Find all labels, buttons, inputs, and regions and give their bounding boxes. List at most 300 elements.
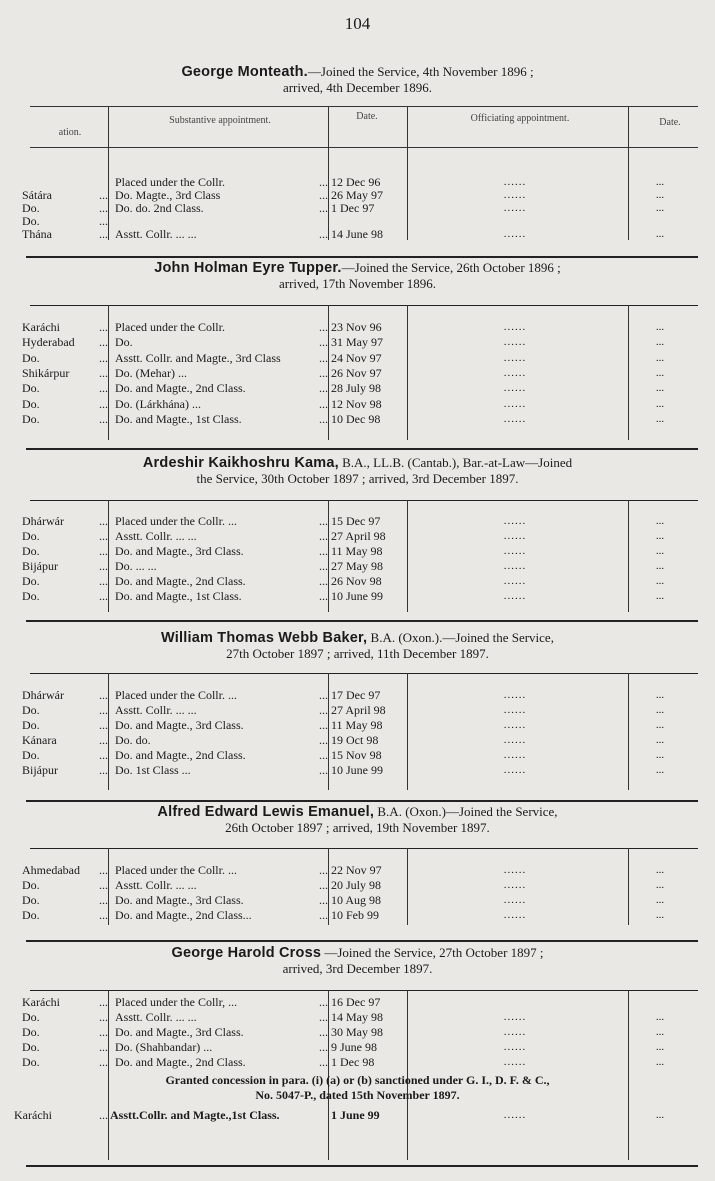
station-cell: Do. — [22, 1040, 40, 1054]
date-cell: 11 May 98 — [331, 718, 383, 732]
station-cell: Do. — [22, 574, 40, 588]
date-cell: 10 Feb 99 — [331, 908, 379, 922]
table-top-rule — [30, 500, 698, 501]
appointment-dots: ... — [319, 529, 328, 543]
appointment-dots: ... — [319, 574, 328, 588]
date2-cell: ... — [655, 202, 665, 214]
table-row — [0, 1010, 715, 1025]
station-dots: ... — [99, 1040, 108, 1054]
appointment-cell: Asstt. Collr. ... ... — [115, 227, 197, 241]
section-heading — [0, 945, 715, 976]
table-row — [0, 688, 715, 703]
appointment-cell: Do. and Magte., 1st Class. — [115, 411, 242, 426]
appointment-cell: Do. and Magte., 2nd Class. — [115, 574, 246, 588]
appointment-dots: ... — [319, 908, 328, 922]
date-cell: 10 June 99 — [331, 763, 383, 777]
date-cell: 27 April 98 — [331, 703, 386, 717]
appointment-dots: ... — [319, 893, 328, 907]
date-cell: 30 May 98 — [331, 1025, 383, 1039]
table-row — [0, 544, 715, 559]
station-cell: Karáchi — [14, 1108, 52, 1122]
date-cell: 20 July 98 — [331, 878, 382, 892]
heading-line-1 — [0, 64, 715, 80]
appointment-dots: ... — [319, 201, 328, 215]
officiating-cell: ...... — [503, 515, 527, 527]
appointment-cell: Do. and Magte., 3rd Class. — [115, 718, 244, 732]
date2-cell: ... — [655, 689, 665, 701]
appointment-cell: Asstt. Collr. ... ... — [115, 529, 197, 543]
date-cell: 28 July 98 — [331, 381, 382, 396]
station-dots: ... — [99, 514, 108, 528]
station-dots: ... — [99, 1108, 108, 1122]
date-cell: 10 Aug 98 — [331, 893, 382, 907]
appointment-cell: Asstt. Collr. and Magte., 3rd Class — [115, 350, 281, 365]
date-cell: 22 Nov 97 — [331, 863, 382, 877]
station-cell: Bijápur — [22, 559, 58, 573]
date2-cell: ... — [655, 1109, 665, 1121]
appointment-dots: ... — [319, 688, 328, 702]
date-cell: 14 May 98 — [331, 1010, 383, 1024]
appointment-cell: Do. do. — [115, 733, 151, 747]
col-header-station: ation. — [58, 127, 82, 138]
station-cell: Do. — [22, 1025, 40, 1039]
appointment-cell: Do. Magte., 3rd Class — [115, 188, 221, 202]
station-dots: ... — [99, 878, 108, 892]
station-dots: ... — [99, 381, 108, 396]
heading-line-1 — [0, 945, 715, 961]
station-dots: ... — [99, 589, 108, 603]
appointment-dots: ... — [319, 381, 328, 396]
station-cell: Shikárpur — [22, 365, 70, 380]
heading-text: B.A., LL.B. (Cantab.), Bar.-at-Law—Joined — [338, 455, 573, 470]
appointment-dots: ... — [319, 589, 328, 603]
date2-cell: ... — [655, 1056, 665, 1068]
date2-cell: ... — [655, 228, 665, 240]
appointment-dots: ... — [319, 1040, 328, 1054]
date2-cell: ... — [655, 719, 665, 731]
appointment-dots: ... — [319, 1055, 328, 1069]
heading-text: —Joined the Service, 4th November 1896 ; — [307, 64, 534, 79]
station-dots: ... — [99, 365, 108, 380]
table-row — [0, 381, 715, 396]
date2-cell: ... — [655, 397, 665, 410]
officiating-cell: ...... — [503, 734, 527, 746]
table-row — [0, 1040, 715, 1055]
section-heading — [0, 804, 715, 835]
date2-cell: ... — [655, 1041, 665, 1053]
heading-line-2: the Service, 30th October 1897 ; arrived, 3rd December 1897. — [196, 471, 519, 486]
officiating-cell: ...... — [503, 351, 527, 364]
appointment-dots: ... — [319, 718, 328, 732]
heading-line-1 — [0, 455, 715, 471]
station-dots: ... — [99, 350, 108, 365]
date-cell: 1 Dec 98 — [331, 1055, 375, 1069]
station-dots: ... — [99, 201, 108, 215]
officiating-cell: ...... — [503, 764, 527, 776]
table-top-rule — [30, 305, 698, 306]
appointment-cell: Placed under the Collr. — [115, 320, 225, 334]
station-cell: Do. — [22, 748, 40, 762]
station-cell: Kánara — [22, 733, 57, 747]
heading-line-1 — [0, 260, 715, 276]
station-cell: Do. — [22, 411, 40, 426]
table-top-rule — [30, 990, 698, 991]
date2-cell: ... — [655, 1011, 665, 1023]
col-header-officiating: Officiating appointment. — [470, 113, 570, 124]
table-top-rule — [30, 848, 698, 849]
station-cell: Do. — [22, 589, 40, 603]
section-heading — [0, 455, 715, 486]
table-row — [0, 412, 715, 427]
officiating-cell: ...... — [503, 1026, 527, 1038]
officiating-cell: ...... — [503, 864, 527, 876]
officer-name: George Harold Cross — [171, 945, 322, 961]
date-cell: 12 Nov 98 — [331, 396, 382, 411]
table-row — [0, 703, 715, 718]
section-bottom-rule — [26, 620, 698, 622]
appointment-dots: ... — [319, 703, 328, 717]
appointment-cell: Do. (Lárkhána) ... — [115, 396, 201, 411]
appointment-cell: Do. and Magte., 3rd Class. — [115, 893, 244, 907]
appointment-dots: ... — [319, 350, 328, 365]
heading-line-1 — [0, 630, 715, 646]
date2-cell: ... — [655, 412, 665, 425]
heading-text: —Joined the Service, 27th October 1897 ; — [321, 945, 544, 960]
station-dots: ... — [99, 544, 108, 558]
heading-line-2: arrived, 4th December 1896. — [282, 80, 433, 95]
officer-name: Alfred Edward Lewis Emanuel, — [157, 804, 375, 820]
appointment-dots: ... — [319, 763, 328, 777]
date2-cell: ... — [655, 189, 665, 201]
date2-cell: ... — [655, 909, 665, 921]
date-cell: 17 Dec 97 — [331, 688, 381, 702]
table-row — [0, 514, 715, 529]
station-cell: Do. — [22, 544, 40, 558]
station-cell: Dhárwár — [22, 688, 64, 702]
table-row — [0, 1055, 715, 1070]
table-row — [0, 1025, 715, 1040]
officiating-cell: ...... — [503, 176, 527, 188]
section-bottom-rule — [26, 1165, 698, 1167]
station-dots: ... — [99, 703, 108, 717]
table-row — [0, 733, 715, 748]
officiating-cell: ...... — [503, 1041, 527, 1053]
station-dots: ... — [99, 574, 108, 588]
table-row — [0, 589, 715, 604]
section-heading — [0, 64, 715, 95]
appointment-dots: ... — [319, 411, 328, 426]
station-dots: ... — [99, 748, 108, 762]
date2-cell: ... — [655, 749, 665, 761]
table-row — [0, 748, 715, 763]
officiating-cell: ...... — [503, 530, 527, 542]
appointment-dots: ... — [319, 559, 328, 573]
station-dots: ... — [99, 320, 108, 334]
station-dots: ... — [99, 188, 108, 202]
station-dots: ... — [99, 1010, 108, 1024]
station-dots: ... — [99, 335, 108, 350]
date-cell: 14 June 98 — [331, 227, 383, 241]
appointment-dots: ... — [319, 396, 328, 411]
appointment-dots: ... — [319, 365, 328, 380]
table-row — [0, 908, 715, 923]
table-row — [0, 995, 715, 1010]
officiating-cell: ...... — [503, 749, 527, 761]
section-bottom-rule — [26, 800, 698, 802]
station-cell: Do. — [22, 201, 40, 215]
officiating-cell: ...... — [503, 412, 527, 425]
date2-cell: ... — [655, 575, 665, 587]
appointment-cell: Placed under the Collr. ... — [115, 863, 237, 877]
appointment-dots: ... — [319, 188, 328, 202]
station-dots: ... — [99, 908, 108, 922]
concession-note: Granted concession in para. (i) (a) or (b) sanctioned under G. I., D. F. & C., — [165, 1073, 550, 1087]
table-row — [0, 351, 715, 366]
col-header-substantive: Substantive appointment. — [169, 115, 271, 126]
appointment-dots: ... — [319, 748, 328, 762]
officiating-cell: ...... — [503, 382, 527, 395]
station-cell: Do. — [22, 908, 40, 922]
officiating-cell: ...... — [503, 228, 527, 240]
table-row — [0, 893, 715, 908]
date-cell: 31 May 97 — [331, 335, 383, 350]
table-row — [0, 878, 715, 893]
section-heading — [0, 630, 715, 661]
officiating-cell: ...... — [503, 1056, 527, 1068]
date2-cell: ... — [655, 764, 665, 776]
date-cell: 16 Dec 97 — [331, 995, 381, 1009]
section-bottom-rule — [26, 256, 698, 258]
date2-cell: ... — [655, 530, 665, 542]
date-cell: 12 Dec 96 — [331, 175, 381, 189]
appointment-dots: ... — [319, 320, 328, 334]
officiating-cell: ...... — [503, 704, 527, 716]
date-cell: 27 April 98 — [331, 529, 386, 543]
station-cell: Do. — [22, 381, 40, 396]
appointment-dots: ... — [319, 863, 328, 877]
date2-cell: ... — [655, 864, 665, 876]
officiating-cell: ...... — [503, 189, 527, 201]
date-cell: 23 Nov 96 — [331, 320, 382, 334]
officiating-cell: ...... — [503, 1109, 527, 1121]
table-row — [0, 863, 715, 878]
appointment-dots: ... — [319, 878, 328, 892]
appointment-cell: Asstt. Collr. ... ... — [115, 1010, 197, 1024]
date2-cell: ... — [655, 590, 665, 602]
date2-cell: ... — [655, 321, 665, 333]
date-cell: 15 Nov 98 — [331, 748, 382, 762]
table-row — [0, 1108, 715, 1123]
page-number: 104 — [344, 14, 371, 33]
appointment-dots: ... — [319, 995, 328, 1009]
station-cell: Do. — [22, 718, 40, 732]
appointment-cell: Placed under the Collr. ... — [115, 514, 237, 528]
date-cell: 24 Nov 97 — [331, 350, 382, 365]
station-dots: ... — [99, 529, 108, 543]
heading-line-2: 27th October 1897 ; arrived, 11th December 1897. — [226, 646, 489, 661]
station-dots: ... — [99, 396, 108, 411]
station-cell: Sátára — [22, 188, 52, 202]
officiating-cell: ...... — [503, 336, 527, 349]
station-cell: Ahmedabad — [22, 863, 80, 877]
date2-cell: ... — [655, 351, 665, 364]
appointment-cell: Asstt. Collr. ... ... — [115, 703, 197, 717]
appointment-cell: Do. and Magte., 1st Class. — [115, 589, 242, 603]
officiating-cell: ...... — [503, 575, 527, 587]
officiating-cell: ...... — [503, 202, 527, 214]
officiating-cell: ...... — [503, 397, 527, 410]
appointment-cell: Do. and Magte., 3rd Class. — [115, 1025, 244, 1039]
officiating-cell: ...... — [503, 909, 527, 921]
table-row — [0, 320, 715, 335]
date-cell: 1 Dec 97 — [331, 201, 375, 215]
appointment-cell: Do. and Magte., 2nd Class. — [115, 748, 246, 762]
date-cell: 10 June 99 — [331, 589, 383, 603]
table-row — [0, 335, 715, 350]
date2-cell: ... — [655, 734, 665, 746]
station-dots: ... — [99, 214, 108, 228]
officiating-cell: ...... — [503, 1011, 527, 1023]
station-dots: ... — [99, 893, 108, 907]
table-row — [0, 574, 715, 589]
date2-cell: ... — [655, 560, 665, 572]
heading-line-2: arrived, 3rd December 1897. — [282, 961, 433, 976]
appointment-dots: ... — [319, 335, 328, 350]
date2-cell: ... — [655, 704, 665, 716]
date2-cell: ... — [655, 382, 665, 395]
officiating-cell: ...... — [503, 560, 527, 572]
section-bottom-rule — [26, 448, 698, 450]
officiating-cell: ...... — [503, 894, 527, 906]
station-dots: ... — [99, 227, 108, 241]
appointment-cell: Do. — [115, 335, 133, 350]
date2-cell: ... — [655, 515, 665, 527]
station-cell: Do. — [22, 529, 40, 543]
station-cell: Karáchi — [22, 320, 60, 334]
appointment-cell: Do. 1st Class ... — [115, 763, 191, 777]
officer-name: Ardeshir Kaikhoshru Kama, — [142, 455, 339, 471]
appointment-dots: ... — [319, 175, 328, 189]
heading-line-2: arrived, 17th November 1896. — [278, 276, 437, 291]
heading-text: B.A. (Oxon.).—Joined the Service, — [367, 630, 554, 645]
appointment-dots: ... — [319, 544, 328, 558]
station-dots: ... — [99, 411, 108, 426]
officer-name: George Monteath. — [181, 64, 308, 80]
appointment-cell: Do. do. 2nd Class. — [115, 201, 204, 215]
officer-name: John Holman Eyre Tupper. — [154, 260, 342, 276]
station-dots: ... — [99, 718, 108, 732]
date-cell: 19 Oct 98 — [331, 733, 379, 747]
appointment-cell: Do. (Mehar) ... — [115, 365, 187, 380]
appointment-dots: ... — [319, 514, 328, 528]
station-cell: Hyderabad — [22, 335, 75, 350]
section-heading — [0, 260, 715, 291]
heading-line-1 — [0, 804, 715, 820]
date-cell: 26 May 97 — [331, 188, 383, 202]
station-cell: Karáchi — [22, 995, 60, 1009]
officiating-cell: ...... — [503, 366, 527, 379]
date2-cell: ... — [655, 545, 665, 557]
appointment-cell: Placed under the Collr. ... — [115, 688, 237, 702]
station-cell: Do. — [22, 214, 40, 228]
table-row — [0, 366, 715, 381]
station-cell: Thána — [22, 227, 52, 241]
date-cell: 26 Nov 97 — [331, 365, 382, 380]
appointment-cell: Do. and Magte., 2nd Class. — [115, 1055, 246, 1069]
officiating-cell: ...... — [503, 590, 527, 602]
concession-note-ref: No. 5047-P., dated 15th November 1897. — [255, 1088, 460, 1102]
station-dots: ... — [99, 763, 108, 777]
station-cell: Do. — [22, 893, 40, 907]
station-dots: ... — [99, 1025, 108, 1039]
date-cell: 27 May 98 — [331, 559, 383, 573]
station-cell: Do. — [22, 703, 40, 717]
column-header-bar — [30, 106, 698, 148]
station-cell: Do. — [22, 1010, 40, 1024]
table-row — [0, 529, 715, 544]
station-cell: Dhárwár — [22, 514, 64, 528]
officiating-cell: ...... — [503, 545, 527, 557]
table-row — [0, 227, 715, 242]
table-row — [0, 559, 715, 574]
station-cell: Do. — [22, 396, 40, 411]
appointment-cell: Do. (Shahbandar) ... — [115, 1040, 213, 1054]
station-dots: ... — [99, 995, 108, 1009]
appointment-cell: Do. ... ... — [115, 559, 157, 573]
appointment-cell: Do. and Magte., 2nd Class. — [115, 381, 246, 396]
date2-cell: ... — [655, 366, 665, 379]
appointment-cell: Do. and Magte., 2nd Class... — [115, 908, 252, 922]
appointment-cell: Placed under the Collr, ... — [115, 995, 238, 1009]
station-dots: ... — [99, 1055, 108, 1069]
station-cell: Do. — [22, 878, 40, 892]
appointment-cell: Placed under the Collr. — [115, 175, 225, 189]
date-cell: 26 Nov 98 — [331, 574, 382, 588]
officer-name: William Thomas Webb Baker, — [161, 630, 368, 646]
date2-cell: ... — [655, 879, 665, 891]
date2-cell: ... — [655, 1026, 665, 1038]
officiating-cell: ...... — [503, 879, 527, 891]
heading-line-2: 26th October 1897 ; arrived, 19th November 1897. — [225, 820, 490, 835]
col-header-date: Date. — [356, 111, 378, 122]
station-dots: ... — [99, 688, 108, 702]
station-cell: Do. — [22, 1055, 40, 1069]
appointment-cell: Asstt. Collr. ... ... — [115, 878, 197, 892]
date-cell: 11 May 98 — [331, 544, 383, 558]
table-row — [0, 397, 715, 412]
date2-cell: ... — [655, 176, 665, 188]
station-dots: ... — [99, 863, 108, 877]
section-bottom-rule — [26, 940, 698, 942]
appointment-dots: ... — [319, 1025, 328, 1039]
appointment-dots: ... — [319, 733, 328, 747]
officiating-cell: ...... — [503, 689, 527, 701]
station-cell: Do. — [22, 350, 40, 365]
date-cell: 10 Dec 98 — [331, 411, 381, 426]
col-header-date-2: Date. — [659, 117, 681, 128]
date-cell: 15 Dec 97 — [331, 514, 381, 528]
officiating-cell: ...... — [503, 719, 527, 731]
appointment-dots: ... — [319, 227, 328, 241]
table-row — [0, 763, 715, 778]
station-dots: ... — [99, 733, 108, 747]
station-cell: Bijápur — [22, 763, 58, 777]
date2-cell: ... — [655, 336, 665, 349]
appointment-cell: Do. and Magte., 3rd Class. — [115, 544, 244, 558]
heading-text: B.A. (Oxon.)—Joined the Service, — [374, 804, 558, 819]
appointment-dots: ... — [319, 1010, 328, 1024]
table-top-rule — [30, 673, 698, 674]
